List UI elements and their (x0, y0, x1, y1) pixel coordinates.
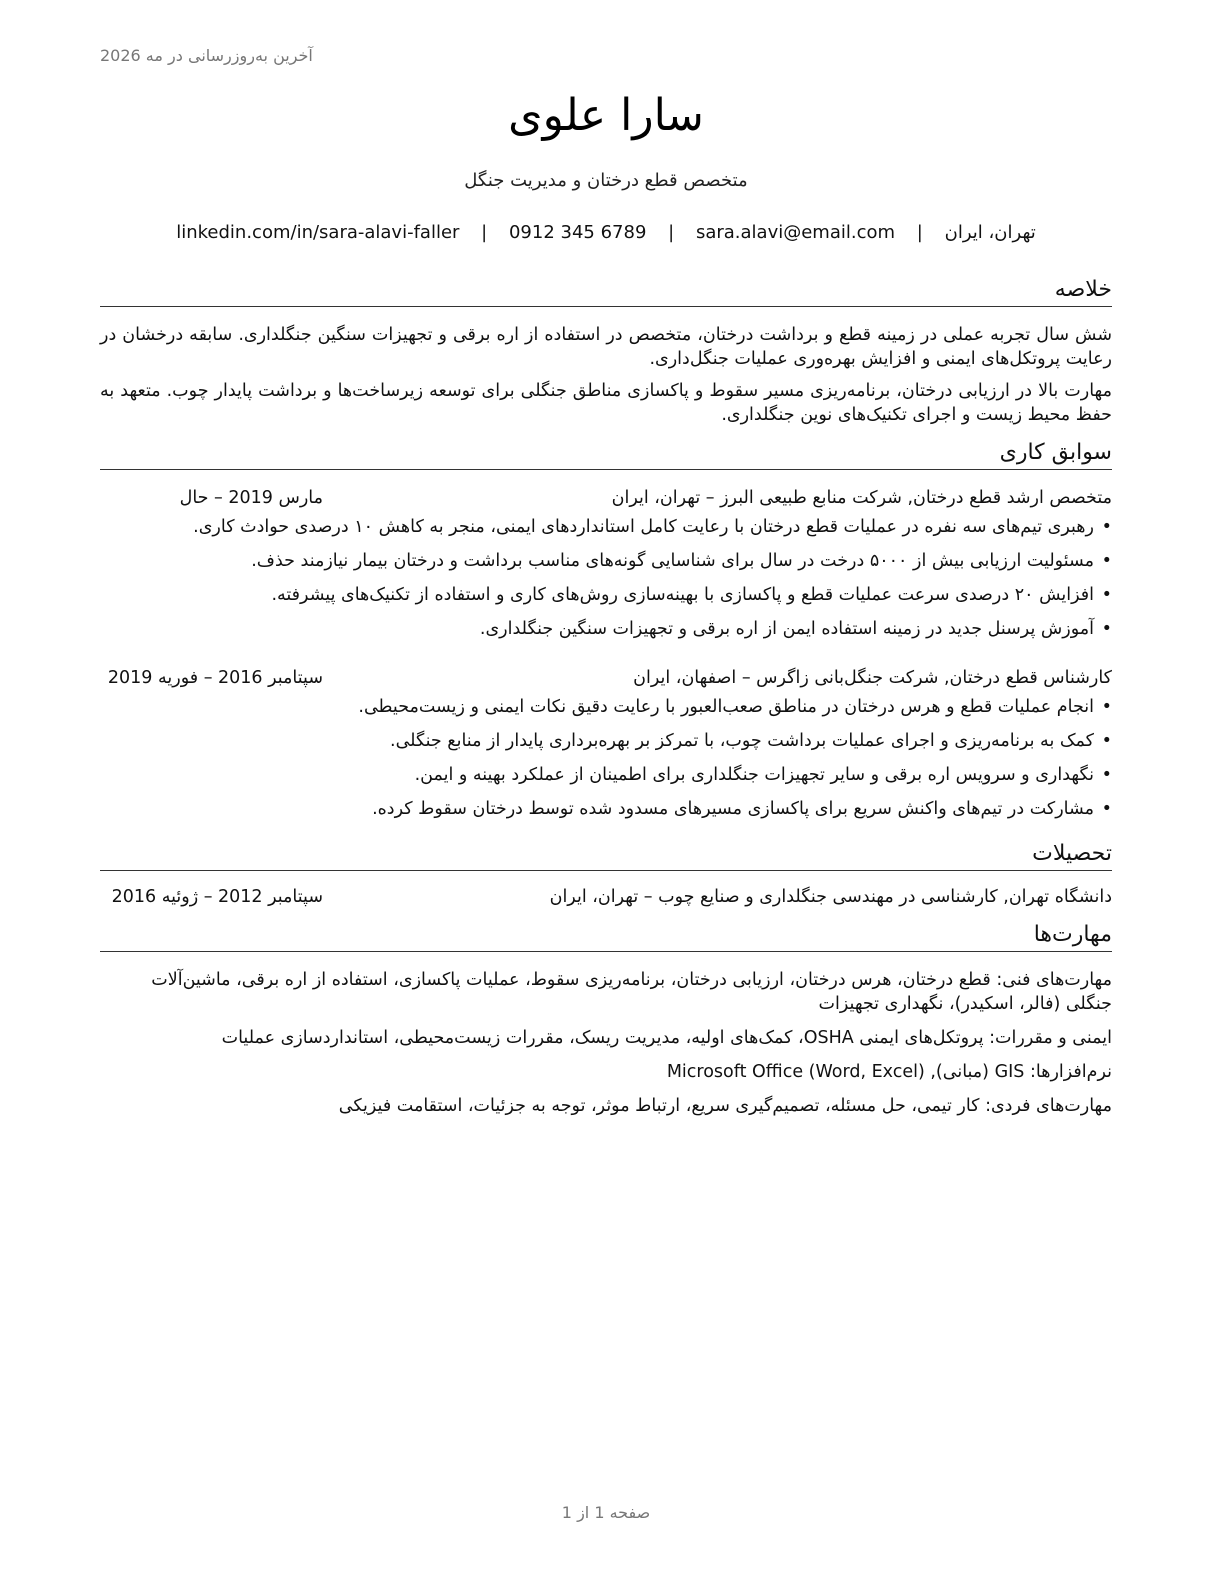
job-dates: مارس 2019 – حال (179, 488, 323, 508)
page-number: صفحه 1 از 1 (561, 1503, 651, 1522)
candidate-name: سارا علوی (508, 90, 704, 141)
resume-page (100, 0, 1112, 1584)
list-item (100, 724, 1112, 758)
resume-body (100, 276, 1112, 1128)
skills-technical: مهارت‌های فنی: قطع درختان، هرس درختان، ارزیابی درختان، برنامه‌ریزی سقوط، عملیات پاکسازی، استفاده از اره برقی، ماشین‌آلات جنگلی (فالر، اسکیدر)، نگهداری تجهیزات (151, 970, 1112, 1014)
bullet-icon: • (1101, 619, 1112, 639)
list-item (100, 792, 1112, 826)
education-section (100, 885, 1112, 909)
education-entry (100, 885, 1112, 909)
candidate-title: متخصص قطع درختان و مدیریت جنگل (464, 170, 748, 191)
education-institution: دانشگاه تهران, کارشناسی در مهندسی جنگلداری و صنایع چوب – تهران، ایران (549, 887, 1112, 907)
bullet-icon: • (1101, 765, 1112, 785)
list-item (100, 612, 1112, 646)
skills-section (100, 968, 1112, 1118)
list-item (100, 690, 1112, 724)
contact-email[interactable]: sara.alavi@email.com (695, 222, 896, 243)
bullet-text: مشارکت در تیم‌های واکنش سریع برای پاکسازی مسیرهای مسدود شده توسط درختان سقوط کرده. (372, 799, 1094, 819)
contact-location: تهران، ایران (944, 222, 1036, 243)
bullet-icon: • (1101, 517, 1112, 537)
bullet-icon: • (1101, 551, 1112, 571)
contact-separator: | (916, 222, 923, 243)
skills-soft: مهارت‌های فردی: کار تیمی، حل مسئله، تصمیم‌گیری سریع، ارتباط موثر، توجه به جزئیات، استقامت فیزیکی (338, 1096, 1112, 1116)
bullet-icon: • (1101, 585, 1112, 605)
bullet-text: انجام عملیات قطع و هرس درختان در مناطق صعب‌العبور با رعایت دقیق نکات ایمنی و زیست‌محیطی. (358, 697, 1094, 717)
section-heading-education: تحصیلات (100, 840, 1112, 871)
contact-separator: | (668, 222, 675, 243)
bullet-text: رهبری تیم‌های سه نفره در عملیات قطع درختان با رعایت کامل استانداردهای ایمنی، منجر به کاهش ۱۰ درصدی حوادث کاری. (193, 517, 1094, 537)
list-item (100, 578, 1112, 612)
job-header (100, 486, 1112, 510)
contact-separator: | (481, 222, 488, 243)
job-role-org: متخصص ارشد قطع درختان, شرکت منابع طبیعی البرز – تهران، ایران (611, 488, 1112, 508)
summary-section (100, 323, 1112, 427)
bullet-text: افزایش ۲۰ درصدی سرعت عملیات قطع و پاکسازی با بهینه‌سازی روش‌های کاری و استفاده از تکنیک‌های پیشرفته. (271, 585, 1094, 605)
section-heading-summary: خلاصه (100, 276, 1112, 307)
job-dates: سپتامبر 2016 – فوریه 2019 (107, 668, 323, 688)
job-bullets (100, 510, 1112, 646)
bullet-text: آموزش پرسنل جدید در زمینه استفاده ایمن از اره برقی و تجهیزات سنگین جنگلداری. (479, 619, 1094, 639)
summary-paragraph: شش سال تجربه عملی در زمینه قطع و برداشت درختان، متخصص در استفاده از اره برقی و تجهیزات سنگین جنگلداری. سابقه درخشان در رعایت پروتکل‌های ایمنی و افزایش بهره‌وری عملیات جنگل‌داری. (100, 325, 1112, 369)
job-header (100, 666, 1112, 690)
job-role-org: کارشناس قطع درختان, شرکت جنگل‌بانی زاگرس – اصفهان، ایران (633, 668, 1112, 688)
section-heading-skills: مهارت‌ها (100, 921, 1112, 952)
bullet-icon: • (1101, 731, 1112, 751)
list-item (100, 510, 1112, 544)
summary-paragraph: مهارت بالا در ارزیابی درختان، برنامه‌ریزی مسیر سقوط و پاکسازی مناطق جنگلی برای توسعه زیرساخت‌ها و برداشت پایدار چوب. متعهد به حفظ محیط زیست و اجرای تکنیک‌های نوین جنگلداری. (100, 381, 1112, 425)
job-entry (100, 666, 1112, 826)
bullet-text: کمک به برنامه‌ریزی و اجرای عملیات برداشت چوب، با تمرکز بر بهره‌برداری پایدار از منابع جنگلی. (390, 731, 1094, 751)
contact-line (100, 222, 1112, 243)
contact-phone[interactable]: 0912 345 6789 (508, 222, 647, 243)
skills-software: نرم‌افزارها: GIS (مبانی), Microsoft Office (Word, Excel) (666, 1062, 1112, 1082)
job-bullets (100, 690, 1112, 826)
bullet-text: نگهداری و سرویس اره برقی و سایر تجهیزات جنگلداری برای اطمینان از عملکرد بهینه و ایمن. (414, 765, 1094, 785)
contact-linkedin[interactable]: linkedin.com/in/sara-alavi-faller (176, 222, 460, 243)
section-heading-experience: سوابق کاری (100, 439, 1112, 470)
list-item (100, 758, 1112, 792)
job-entry (100, 486, 1112, 646)
skills-safety: ایمنی و مقررات: پروتکل‌های ایمنی OSHA، کمک‌های اولیه، مدیریت ریسک، مقررات زیست‌محیطی، استانداردسازی عملیات (221, 1028, 1112, 1048)
bullet-icon: • (1101, 697, 1112, 717)
education-dates: سپتامبر 2012 – ژوئیه 2016 (111, 887, 323, 907)
list-item (100, 544, 1112, 578)
bullet-text: مسئولیت ارزیابی بیش از ۵۰۰۰ درخت در سال برای شناسایی گونه‌های مناسب برداشت و درختان بیمار نیازمند حذف. (251, 551, 1094, 571)
bullet-icon: • (1101, 799, 1112, 819)
last-updated-note: آخرین به‌روزرسانی در مه 2026 (100, 46, 313, 65)
